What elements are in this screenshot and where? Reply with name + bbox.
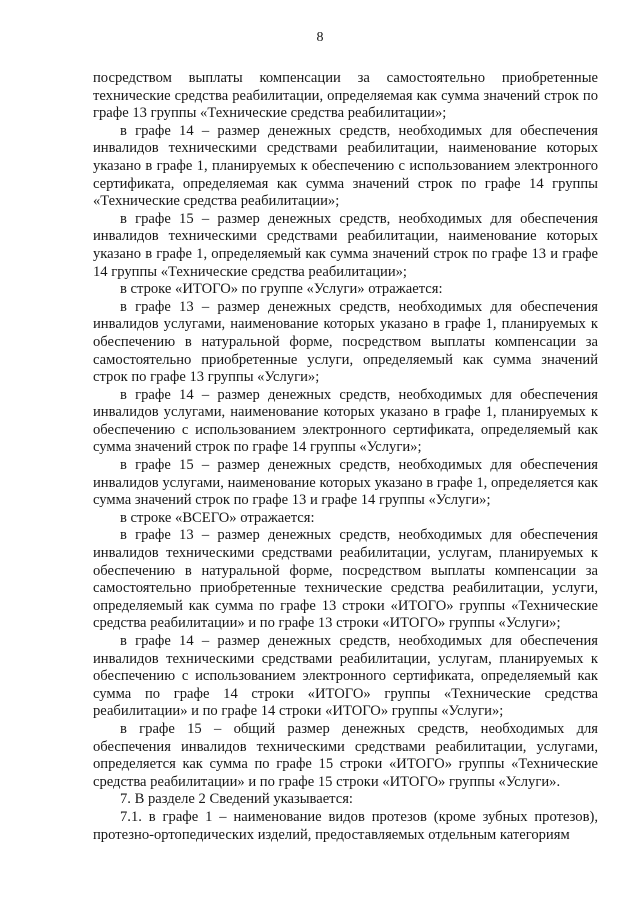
body-text	[93, 70, 598, 844]
paragraph: в строке «ИТОГО» по группе «Услуги» отражается:	[120, 281, 443, 298]
paragraph: в графе 15 – общий размер денежных средств, необходимых для обеспечения инвалидов техническими средствами реабилитации, услугами, определяется как сумма по графе 15 строки «ИТОГО» группы «Технические средства реабилитации» и по графе 15 строки «ИТОГО» группы «Услуги».	[93, 720, 598, 790]
paragraph: в графе 15 – размер денежных средств, необходимых для обеспечения инвалидов услугами, наименование которых указано в графе 1, определяется как сумма значений строк по графе 13 и графе 14 группы «Услуги»;	[93, 457, 598, 509]
paragraph: в графе 15 – размер денежных средств, необходимых для обеспечения инвалидов техническими средствами реабилитации, наименование которых указано в графе 1, определяемый как сумма значений строк по графе 13 и графе 14 группы «Технические средства реабилитации»;	[93, 210, 598, 280]
paragraph: посредством выплаты компенсации за самостоятельно приобретенные технические средства реабилитации, определяемая как сумма значений строк по графе 13 группы «Технические средства реабилитации»;	[93, 70, 598, 122]
paragraph: в строке «ВСЕГО» отражается:	[120, 509, 315, 526]
paragraph: в графе 14 – размер денежных средств, необходимых для обеспечения инвалидов техническими средствами реабилитации, наименование которых указано в графе 1, планируемых к обеспечению с использованием электронного сертификата, определяемая как сумма значений строк по графе 14 группы «Технические средства реабилитации»;	[93, 122, 598, 210]
paragraph: в графе 14 – размер денежных средств, необходимых для обеспечения инвалидов услугами, наименование которых указано в графе 1, планируемых к обеспечению с использованием электронного сертификата, определяемый как сумма значений строк по графе 14 группы «Услуги»;	[93, 386, 598, 456]
page-number: 8	[316, 30, 324, 45]
paragraph: в графе 13 – размер денежных средств, необходимых для обеспечения инвалидов техническими средствами реабилитации, услугам, планируемых к обеспечению в натуральной форме, посредством выплаты компенсации за самостоятельно приобретенные технические средства реабилитации, услуги, определяемый как сумма по графе 13 строки «ИТОГО» группы «Технические средства реабилитации» и по графе 13 строки «ИТОГО» группы «Услуги»;	[93, 527, 598, 632]
paragraph: в графе 13 – размер денежных средств, необходимых для обеспечения инвалидов услугами, наименование которых указано в графе 1, планируемых к обеспечению в натуральной форме, посредством выплаты компенсации за самостоятельно приобретенные услуги, определяемый как сумма значений строк по графе 13 группы «Услуги»;	[93, 298, 598, 386]
paragraph: 7.1. в графе 1 – наименование видов протезов (кроме зубных протезов), протезно-ортопедических изделий, предоставляемых отдельным категориям	[93, 808, 598, 843]
paragraph: в графе 14 – размер денежных средств, необходимых для обеспечения инвалидов техническими средствами реабилитации, услугам, планируемых к обеспечению с использованием электронного сертификата, определяемый как сумма по графе 14 строки «ИТОГО» группы «Технические средства реабилитации» и по графе 14 строки «ИТОГО» группы «Услуги»;	[93, 633, 598, 720]
paragraph: 7. В разделе 2 Сведений указывается:	[120, 791, 353, 808]
